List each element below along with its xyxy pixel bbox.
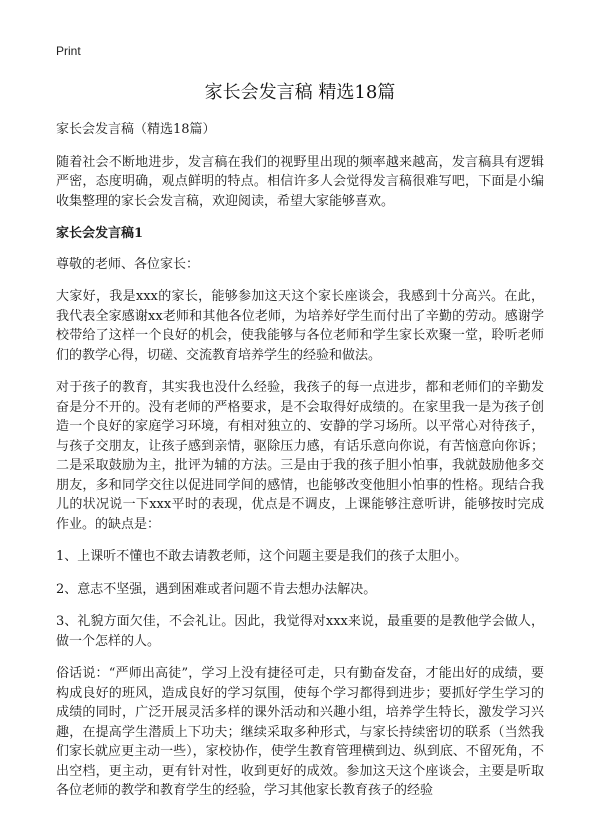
body-paragraph: 俗话说：“严师出高徒”，学习上没有捷径可走，只有勤奋发奋，才能出好的成绩，要构成良好的班风，造成良好的学习氛围，使每个学习都得到进步；要抓好学生学习的成绩的同时，广泛开展灵活多样的课外活动和兴趣小组，培养学生特长，激发学习兴趣，在提高学生潜质上下功夫；继续采取多种形式，与家长持续密切的联系（当然我们家长就应更主动一些），家校协作，使学生教育管理横到边、纵到底、不留死角，不出空档，更主动，更有针对性，收到更好的成效。参加这天这个座谈会，主要是听取各位老师的教学和教育学生的经验，学习其他家长教育孩子的经验 [56,666,544,798]
intro-paragraph: 随着社会不断地进步，发言稿在我们的视野里出现的频率越来越高，发言稿具有逻辑严密，态度明确，观点鲜明的特点。相信许多人会觉得发言稿很难写吧，下面是小编收集整理的家长会发言稿，欢迎阅读，希望大家能够喜欢。 [56,154,544,209]
body-paragraph: 3、礼貌方面欠佳，不会礼让。因此，我觉得对xxx来说，最重要的是教他学会做人，做一个怎样的人。 [56,614,544,649]
print-link[interactable]: Print [56,44,81,58]
body-paragraph: 大家好，我是xxx的家长，能够参加这天这个家长座谈会，我感到十分高兴。在此，我代表全家感谢xx老师和其他各位老师，为培养好学生而付出了辛勤的劳动。感谢学校带给了这样一个良好的机会，使我能够与各位老师和学生家长欢聚一堂，聆听老师们的教学心得，切磋、交流教育培养学生的经验和做法。 [56,289,544,363]
body-paragraph: 1、上课听不懂也不敢去请教老师，这个问题主要是我们的孩子太胆小。 [56,549,468,564]
body-paragraph: 2、意志不坚强，遇到困难或者问题不肯去想办法解决。 [56,581,377,597]
document-subtitle: 家长会发言稿（精选18篇） [56,122,216,137]
greeting: 尊敬的老师、各位家长： [56,256,200,272]
section-heading: 家长会发言稿1 [56,226,144,241]
document-body [56,120,544,814]
document-title: 家长会发言稿 精选18篇 [204,82,396,103]
body-paragraph: 对于孩子的教育，其实我也没什么经验，我孩子的每一点进步，都和老师们的辛勤发奋是分不开的。没有老师的严格要求，是不会取得好成绩的。在家里我一是为孩子创造一个良好的家庭学习环境，有相对独立的、安静的学习场所。以平常心对待孩子，与孩子交朋友，让孩子感到亲情，驱除压力感，有话乐意向你说，有苦恼意向你诉；二是采取鼓励为主，批评为辅的方法。三是由于我的孩子胆小怕事，我就鼓励他多交朋友，多和同学交往以促进同学间的感情，也能够改变他胆小怕事的性格。现结合我儿的状况说一下xxx平时的表现，优点是不调皮，上课能够注意听讲，能够按时完成作业。的缺点是： [56,380,544,532]
